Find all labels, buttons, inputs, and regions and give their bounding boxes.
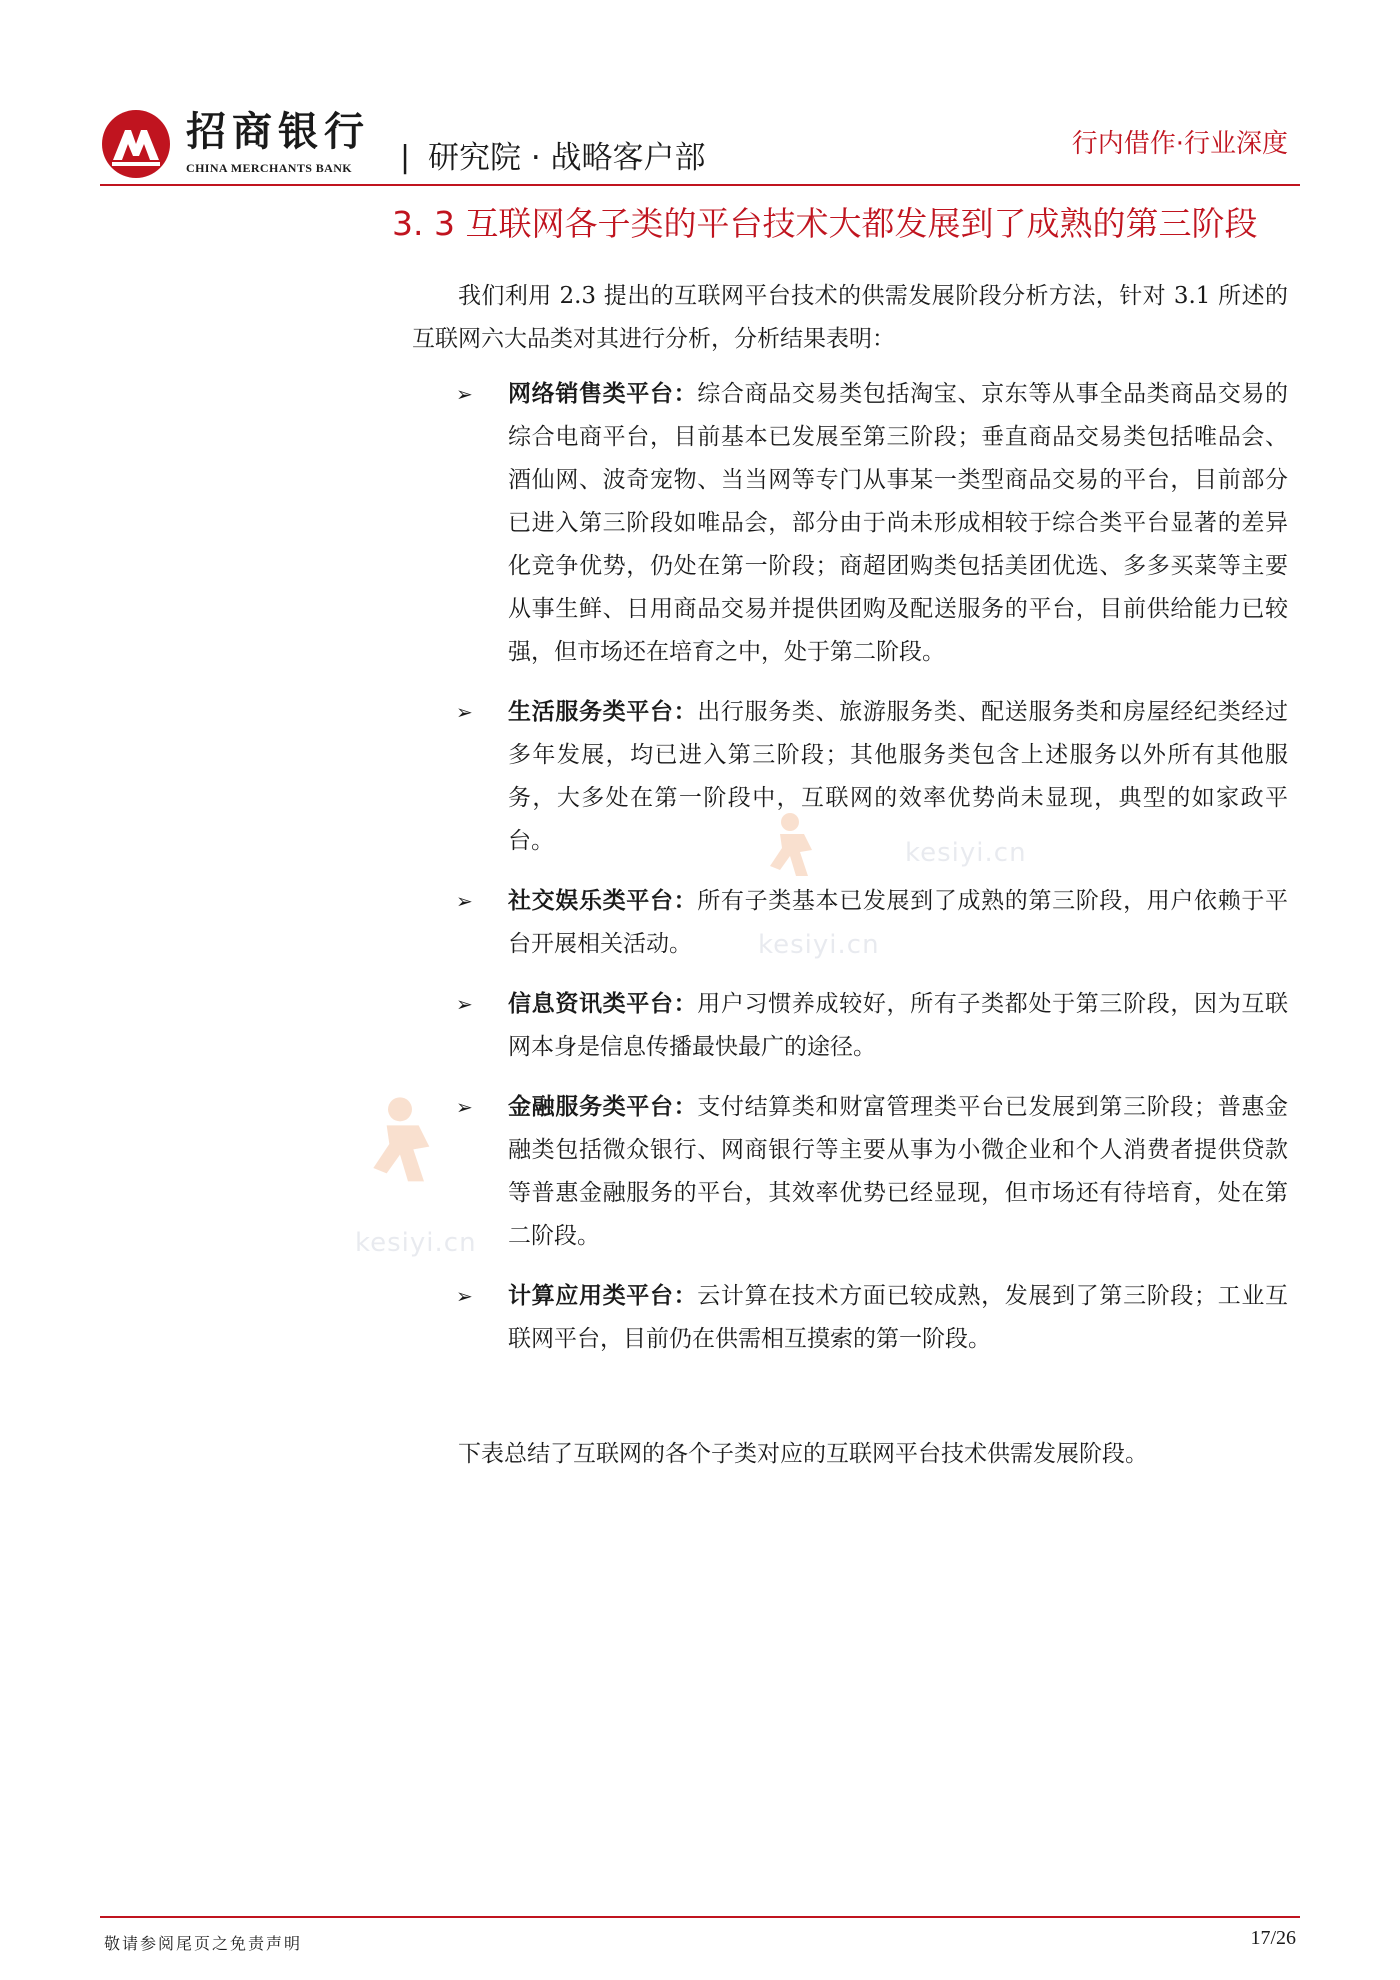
footer-divider <box>100 1916 1300 1918</box>
bullet-item <box>418 880 1288 966</box>
page-number: 17/26 <box>1250 1927 1296 1949</box>
bullet-title: 网络销售类平台： <box>508 381 698 407</box>
watermark-text: kesiyi.cn <box>758 930 880 960</box>
bullet-title: 计算应用类平台： <box>508 1283 698 1309</box>
bullet-item <box>418 691 1288 863</box>
arrow-bullet-icon: ➢ <box>456 992 473 1016</box>
bullet-title: 金融服务类平台： <box>508 1094 698 1120</box>
section-title: 3. 3 互联网各子类的平台技术大都发展到了成熟的第三阶段 <box>392 204 1258 243</box>
summary-paragraph: 下表总结了互联网的各个子类对应的互联网平台技术供需发展阶段。 <box>458 1441 1148 1467</box>
bullet-text: 出行服务类、旅游服务类、配送服务类和房屋经纪类经过多年发展，均已进入第三阶段；其他服务类包含上述服务以外所有其他服务，大多处在第一阶段中，互联网的效率优势尚未显现，典型的如家政平台。 <box>508 699 1288 854</box>
arrow-bullet-icon: ➢ <box>456 382 473 406</box>
bullet-text: 支付结算类和财富管理类平台已发展到第三阶段；普惠金融类包括微众银行、网商银行等主要从事为小微企业和个人消费者提供贷款等普惠金融服务的平台，其效率优势已经显现，但市场还有待培育，处在第二阶段。 <box>508 1094 1288 1249</box>
bullet-item <box>418 1086 1288 1258</box>
bullet-text: 所有子类基本已发展到了成熟的第三阶段，用户依赖于平台开展相关活动。 <box>508 888 1288 957</box>
bullet-text: 综合商品交易类包括淘宝、京东等从事全品类商品交易的综合电商平台，目前基本已发展至第三阶段；垂直商品交易类包括唯品会、酒仙网、波奇宠物、当当网等专门从事某一类型商品交易的平台，目前部分已进入第三阶段如唯品会，部分由于尚未形成相较于综合类平台显著的差异化竞争优势，仍处在第一阶段；商超团购类包括美团优选、多多买菜等主要从事生鲜、日用商品交易并提供团购及配送服务的平台，目前供给能力已较强，但市场还在培育之中，处于第二阶段。 <box>508 381 1288 665</box>
arrow-bullet-icon: ➢ <box>456 700 473 724</box>
bullet-title: 社交娱乐类平台： <box>508 888 698 914</box>
bullet-item <box>418 983 1288 1069</box>
bullet-text: 用户习惯养成较好，所有子类都处于第三阶段，因为互联网本身是信息传播最快最广的途径。 <box>508 991 1288 1060</box>
bullet-list <box>418 373 1288 1361</box>
watermark-text: kesiyi.cn <box>355 1228 477 1258</box>
bullet-item <box>418 373 1288 674</box>
document-type-label: 行内借作·行业深度 <box>1071 129 1288 159</box>
arrow-bullet-icon: ➢ <box>456 889 473 913</box>
disclaimer-note: 敬请参阅尾页之免责声明 <box>104 1934 303 1953</box>
watermark-text: kesiyi.cn <box>905 838 1027 868</box>
intro-paragraph: 我们利用 2.3 提出的互联网平台技术的供需发展阶段分析方法，针对 3.1 所述的互联网六大品类对其进行分析，分析结果表明： <box>412 283 1288 352</box>
arrow-bullet-icon: ➢ <box>456 1095 473 1119</box>
bank-name-cn: 招商银行 <box>186 109 370 155</box>
arrow-bullet-icon: ➢ <box>456 1284 473 1308</box>
bullet-title: 信息资讯类平台： <box>508 991 698 1017</box>
bank-name-en: CHINA MERCHANTS BANK <box>186 161 353 175</box>
bullet-text: 云计算在技术方面已较成熟，发展到了第三阶段；工业互联网平台，目前仍在供需相互摸索的第一阶段。 <box>508 1283 1288 1352</box>
header-divider <box>100 184 1300 186</box>
cmb-logo-icon <box>100 108 172 180</box>
bullet-item <box>418 1275 1288 1361</box>
page-header <box>0 0 1400 190</box>
bullet-title: 生活服务类平台： <box>508 699 698 725</box>
department-label: 研究院 · 战略客户部 <box>428 140 706 176</box>
header-separator: | <box>400 140 411 175</box>
